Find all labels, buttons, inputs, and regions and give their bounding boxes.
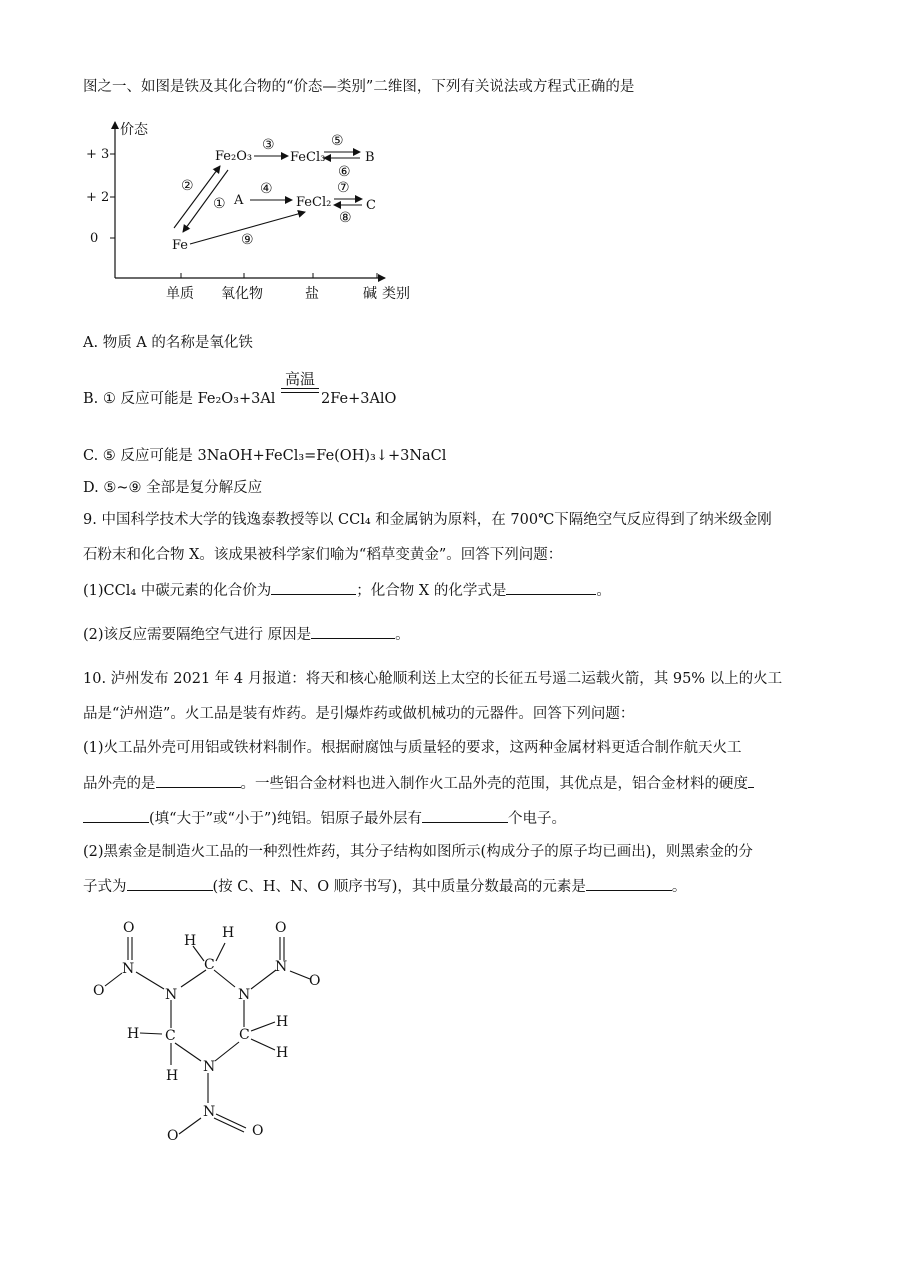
reaction-4-label: ④ <box>260 181 273 197</box>
option-a: A. 物质 A 的名称是氧化铁 <box>83 335 253 351</box>
question-8-stem: 图之一、如图是铁及其化合物的“价态—类别”二维图，下列有关说法或方程式正确的是 <box>83 79 635 95</box>
atom-c: C <box>239 1027 250 1043</box>
species-fe2o3: Fe₂O₃ <box>215 149 253 164</box>
question-10-p1-line3: (填“大于”或“小于”)纯铝。铝原子最外层有 个电子。 <box>83 808 566 829</box>
atom-n: N <box>203 1104 216 1120</box>
question-10-p1-line1: (1)火工品外壳可用铝或铁材料制作。根据耐腐蚀与质量轻的要求，这两种金属材料更适合制作航天火工 <box>83 740 742 756</box>
q10-blank-formula[interactable] <box>127 876 213 891</box>
q10-blank-electrons[interactable] <box>422 808 508 823</box>
y-tick-plus2: + 2 <box>86 190 110 205</box>
valence-category-diagram <box>80 118 425 308</box>
atom-h: H <box>127 1026 140 1042</box>
q9-blank-compound-x[interactable] <box>506 580 596 595</box>
atom-c: C <box>204 957 215 973</box>
y-axis-label: 价态 <box>120 122 148 138</box>
question-10-line2: 品是“泸州造”。火工品是装有炸药。是引爆炸药或做机械功的元器件。回答下列问题： <box>83 706 635 722</box>
option-b-condition: 高温 <box>284 370 315 388</box>
y-tick-zero: 0 <box>90 231 99 246</box>
option-b-prefix: B. ① 反应可能是 Fe₂O₃+3Al <box>83 391 276 407</box>
q9-blank-reason[interactable] <box>311 624 395 639</box>
atom-n: N <box>275 959 288 975</box>
x-tick-oxide: 氧化物 <box>221 286 263 302</box>
rdx-molecule-structure <box>85 915 345 1150</box>
option-c: C. ⑤ 反应可能是 3NaOH+FeCl₃=Fe(OH)₃↓+3NaCl <box>83 448 447 464</box>
atom-o: O <box>309 973 321 989</box>
reaction-2-label: ② <box>181 178 194 194</box>
atom-o: O <box>167 1128 179 1144</box>
atom-h: H <box>184 933 197 949</box>
atom-h: H <box>276 1014 289 1030</box>
q10-blank-hardness-start[interactable] <box>748 773 754 788</box>
q9-p2-text: (2)该反应需要隔绝空气进行 原因是 <box>83 627 312 643</box>
question-9-part2: (2)该反应需要隔绝空气进行 原因是 。 <box>83 624 410 645</box>
atom-o: O <box>252 1123 264 1139</box>
question-10-p1-line2: 品外壳的是 。一些铝合金材料也进入制作火工品外壳的范围，其优点是，铝合金材料的硬度 <box>83 773 754 794</box>
question-10-p2-line1: (2)黑索金是制造火工品的一种烈性炸药，其分子结构如图所示(构成分子的原子均已画出)，则黑索金的分 <box>83 844 753 860</box>
atom-n: N <box>165 987 178 1003</box>
atom-o: O <box>275 920 287 936</box>
species-fecl3: FeCl₃ <box>290 150 326 165</box>
atom-o: O <box>93 983 105 999</box>
atom-h: H <box>276 1045 289 1061</box>
option-d: D. ⑤~⑨ 全部是复分解反应 <box>83 480 263 496</box>
x-tick-base: 碱 <box>363 286 377 302</box>
reaction-7-label: ⑦ <box>337 180 350 196</box>
reaction-3-label: ③ <box>262 137 275 153</box>
atom-h: H <box>166 1068 179 1084</box>
q10-blank-hardness[interactable] <box>83 808 149 823</box>
species-fe: Fe <box>172 238 189 253</box>
q9-p1-text-a: (1)CCl₄ 中碳元素的化合价为 <box>83 583 272 599</box>
x-axis-label: 类别 <box>382 286 410 302</box>
x-tick-salt: 盐 <box>305 286 319 302</box>
question-10-p2-line2: 子式为 (按 C、H、N、O 顺序书写)，其中质量分数最高的元素是 。 <box>83 876 686 897</box>
reaction-6-label: ⑥ <box>338 164 351 180</box>
atom-n: N <box>203 1059 216 1075</box>
atom-n: N <box>122 961 135 977</box>
reaction-8-label: ⑧ <box>339 210 352 226</box>
option-b-bar-bottom <box>281 392 319 393</box>
species-a: A <box>234 193 244 208</box>
option-b-bar-top <box>281 388 319 389</box>
question-9-line1: 9. 中国科学技术大学的钱逸泰教授等以 CCl₄ 和金属钠为原料，在 700℃下隔绝空气反应得到了纳米级金刚 <box>83 512 772 528</box>
q10-blank-element[interactable] <box>586 876 672 891</box>
atom-h: H <box>222 925 235 941</box>
y-tick-plus3: + 3 <box>86 147 110 162</box>
x-tick-element: 单质 <box>166 286 194 302</box>
option-b-suffix: 2Fe+3AlO <box>321 391 397 407</box>
question-9-part1: (1)CCl₄ 中碳元素的化合价为 ；化合物 X 的化学式是 。 <box>83 580 611 601</box>
reaction-5-label: ⑤ <box>331 133 344 149</box>
reaction-1-label: ① <box>213 196 226 212</box>
atom-c: C <box>165 1028 176 1044</box>
reaction-9-label: ⑨ <box>241 232 254 248</box>
question-10-line1: 10. 泸州发布 2021 年 4 月报道：将天和核心舱顺利送上太空的长征五号遥二运载火箭，其 95% 以上的火工 <box>83 671 783 687</box>
species-b: B <box>365 150 375 165</box>
atom-n: N <box>238 987 251 1003</box>
species-fecl2: FeCl₂ <box>296 195 332 210</box>
question-9-line2: 石粉末和化合物 X。该成果被科学家们喻为“稻草变黄金”。回答下列问题： <box>83 547 563 563</box>
atom-o: O <box>123 920 135 936</box>
q9-blank-carbon-valence[interactable] <box>271 580 356 595</box>
species-c: C <box>366 198 376 213</box>
q10-blank-metal[interactable] <box>156 773 241 788</box>
q9-p1-text-b: ；化合物 X 的化学式是 <box>356 583 507 599</box>
